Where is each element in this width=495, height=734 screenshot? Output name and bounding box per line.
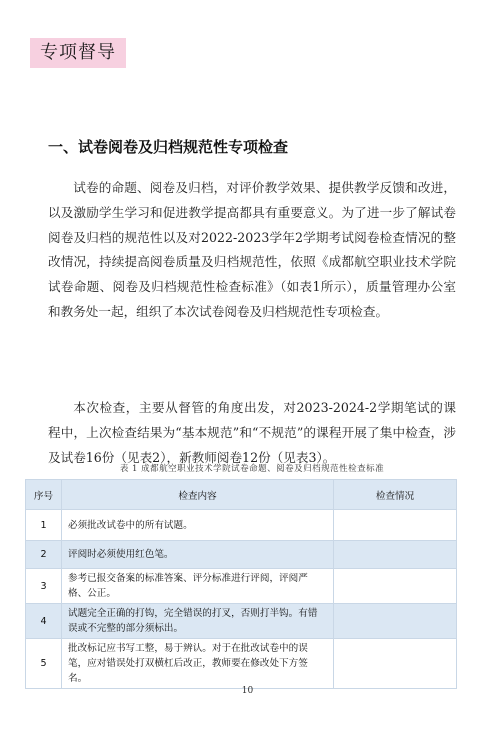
table-row xyxy=(26,639,457,689)
row-number: 2 xyxy=(26,541,62,569)
section-badge: 专项督导 xyxy=(30,38,126,68)
table-header-row xyxy=(26,480,457,510)
row-status xyxy=(334,510,457,541)
row-status xyxy=(334,604,457,639)
row-content: 必须批改试卷中的所有试题。 xyxy=(62,510,334,541)
intro-paragraph: 试卷的命题、阅卷及归档，对评价教学效果、提供教学反馈和改进，以及激励学生学习和促进教学提高都具有重要意义。为了进一步了解试卷阅卷及归档的规范性以及对2022-2023学年2学期考试阅卷检查情况的整改情况，持续提高阅卷质量及归档规范性，依照《成都航空职业技术学院试卷命题、阅卷及归档规范性检查标准》（如表1所示），质量管理办公室和教务处一起，组织了本次试卷阅卷及归档规范性专项检查。 xyxy=(48,180,456,319)
table-row xyxy=(26,510,457,541)
header-status: 检查情况 xyxy=(334,480,457,510)
table-row xyxy=(26,569,457,604)
row-content: 批改标记应书写工整，易于辨认。对于在批改试卷中的误笔，应对错误处打双横杠后改正，教师要在修改处下方签名。 xyxy=(62,639,334,689)
inspection-standard-table xyxy=(25,479,457,689)
row-number: 1 xyxy=(26,510,62,541)
table-caption: 表 1 成都航空职业技术学院试卷命题、阅卷及归档规范性检查标准 xyxy=(119,464,385,474)
table-row xyxy=(26,541,457,569)
scope-paragraph: 本次检查，主要从督管的角度出发，对2023-2024-2学期笔试的课程中，上次检查结果为“基本规范”和“不规范”的课程开展了集中检查，涉及试卷16份（见表2），新教师阅卷12份（见表3）。 xyxy=(48,400,456,465)
row-number: 5 xyxy=(26,639,62,689)
row-content: 试题完全正确的打钩，完全错误的打叉，否则打半钩。有错误或不完整的部分须标出。 xyxy=(62,604,334,639)
page-number: 10 xyxy=(241,686,254,696)
header-content: 检查内容 xyxy=(62,480,334,510)
row-status xyxy=(334,541,457,569)
row-status xyxy=(334,569,457,604)
row-content: 评阅时必须使用红色笔。 xyxy=(62,541,334,569)
header-number: 序号 xyxy=(26,480,62,510)
row-number: 3 xyxy=(26,569,62,604)
table-row xyxy=(26,604,457,639)
section-title: 一、试卷阅卷及归档规范性专项检查 xyxy=(48,138,289,156)
row-number: 4 xyxy=(26,604,62,639)
row-content: 参考已报交备案的标准答案、评分标准进行评阅，评阅严格、公正。 xyxy=(62,569,334,604)
row-status xyxy=(334,639,457,689)
